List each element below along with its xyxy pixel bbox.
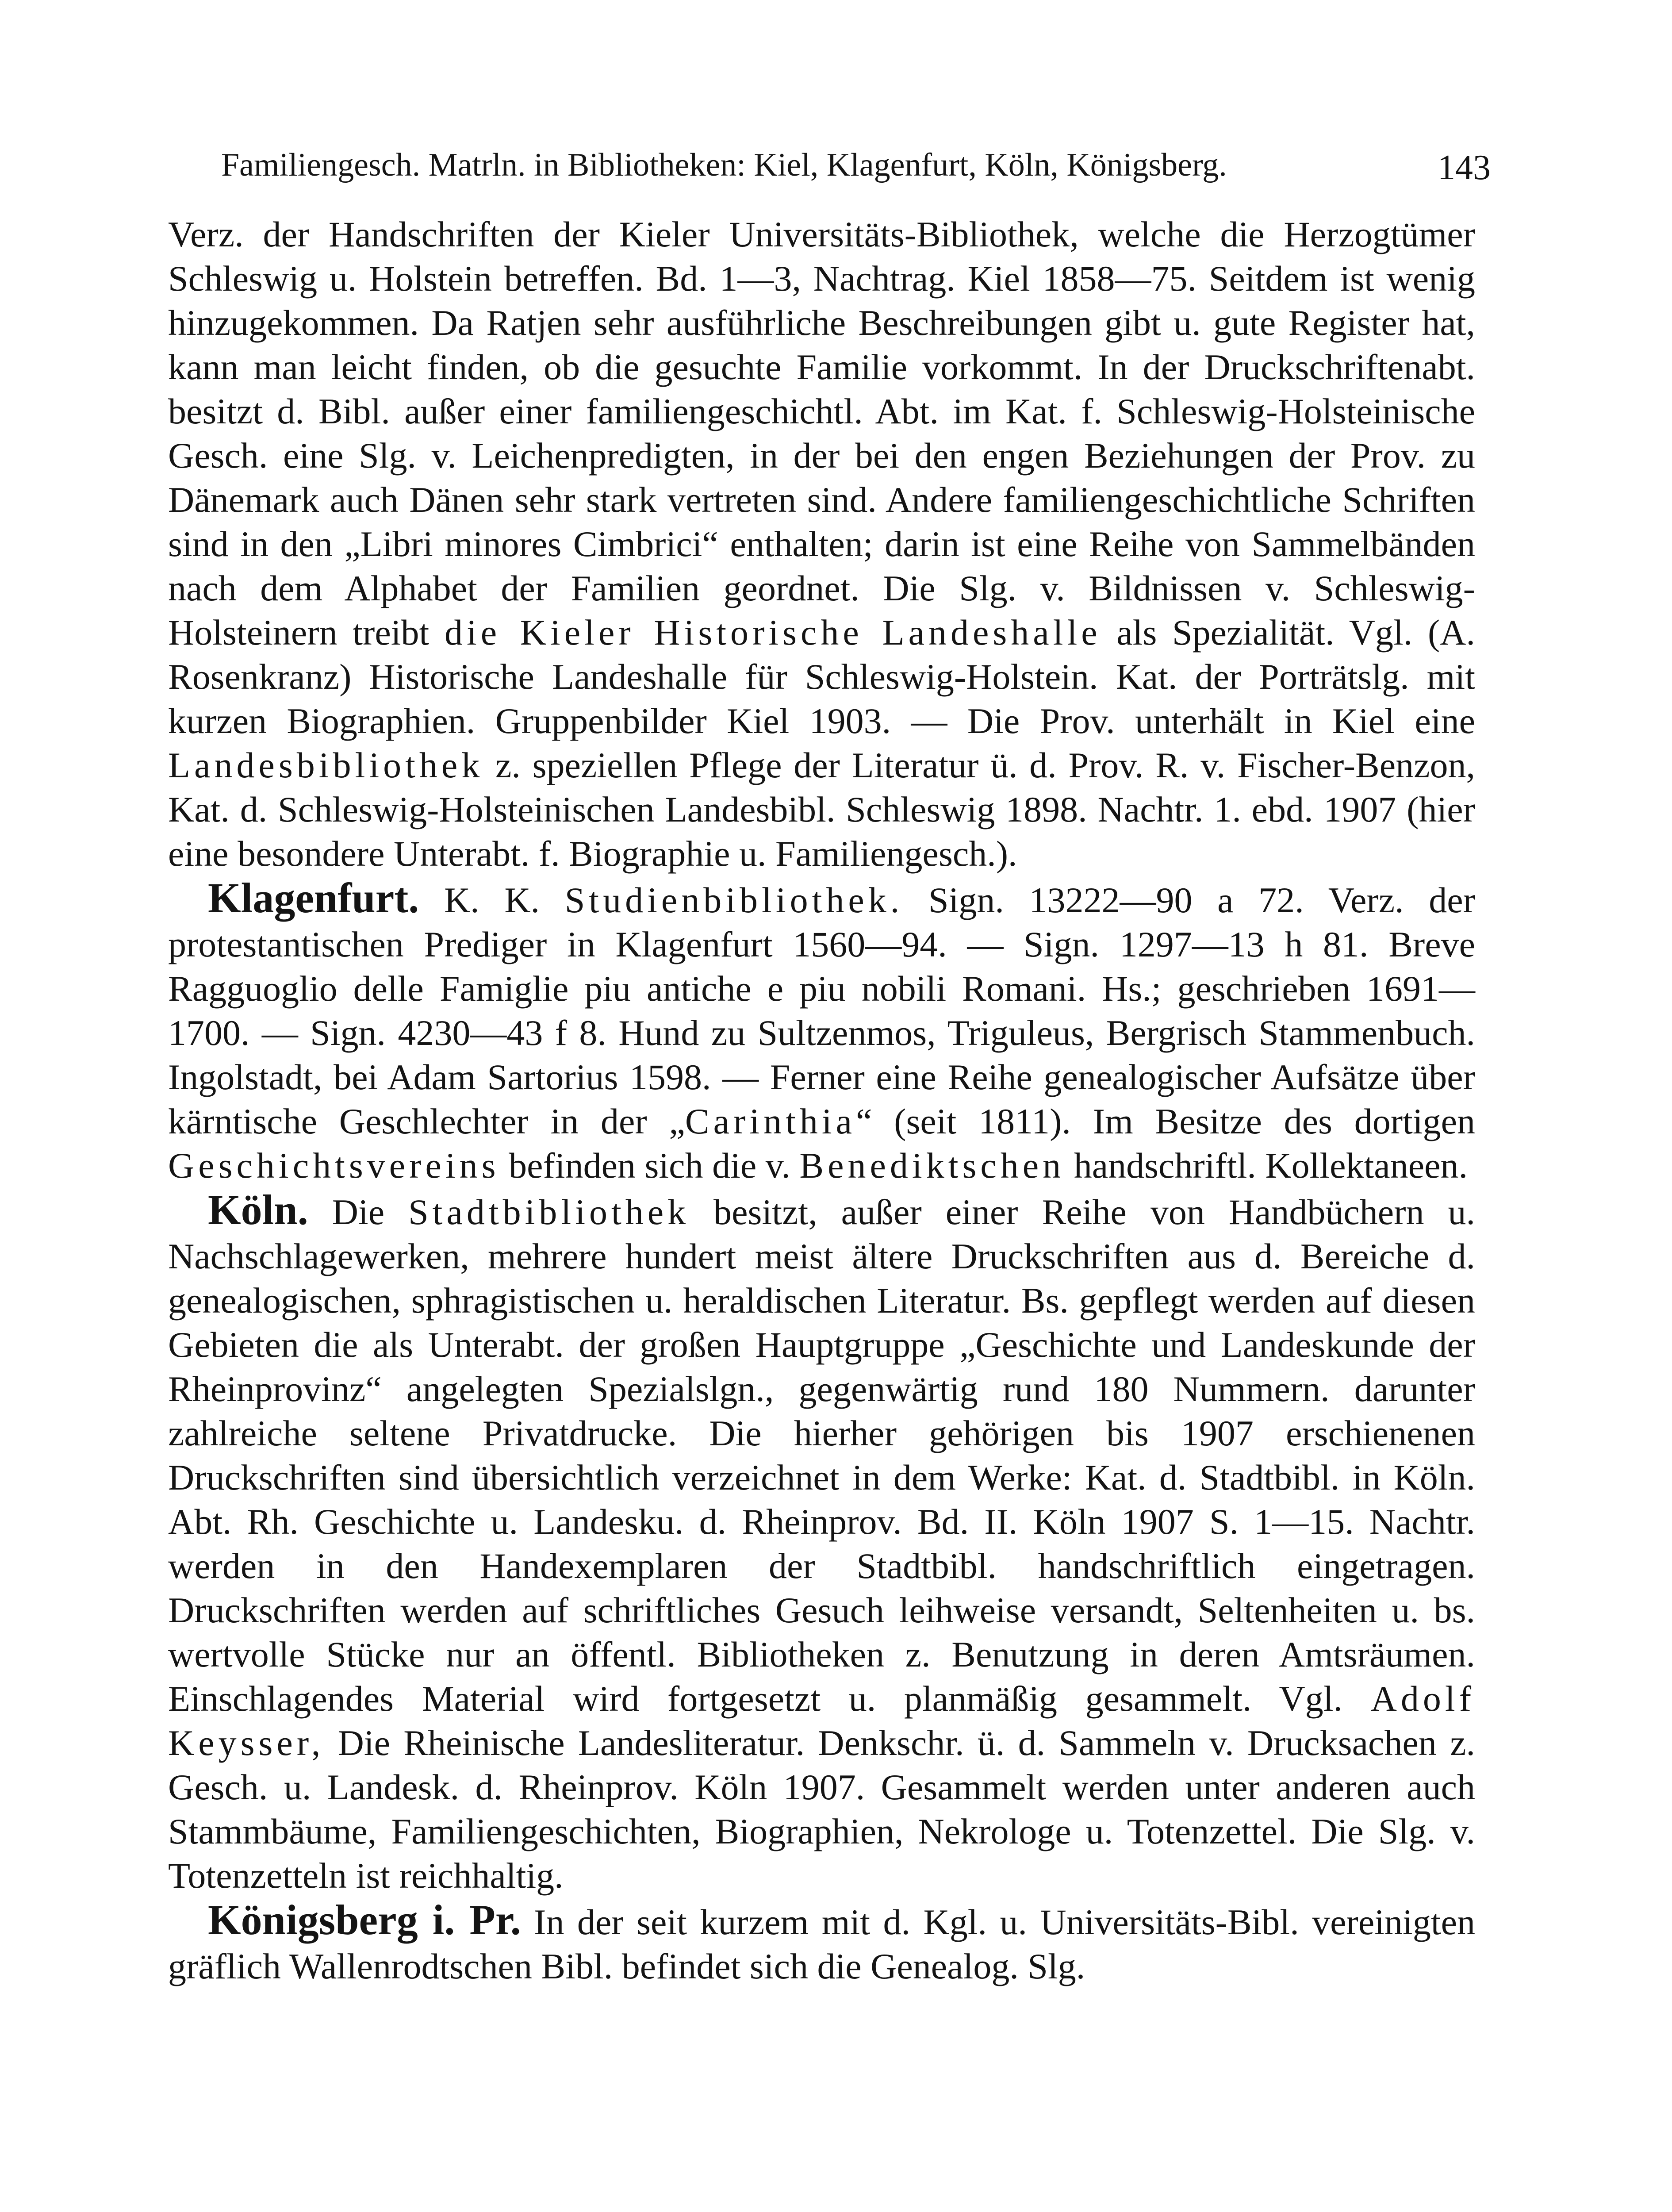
- koeln-text-1: Die: [308, 1192, 409, 1232]
- paragraph-klagenfurt: [168, 876, 1475, 1188]
- section-heading-koeln: Köln.: [208, 1186, 308, 1233]
- klagenfurt-text-3: “ (seit 1811). Im Besitze des dortigen: [856, 1101, 1476, 1141]
- body-text: [168, 212, 1475, 1989]
- klagenfurt-text-5: handschriftl. Kollektaneen.: [1065, 1145, 1468, 1186]
- klagenfurt-spaced-2: Carinthia: [685, 1101, 856, 1141]
- running-head: [221, 141, 1491, 189]
- koenigsberg-text-1: In der seit kurzem mit d. Kgl. u. Universitäts-Bibl. vereinigten gräflich Wallenrodtschen Bibl. befindet sich die Genealog. Slg.: [168, 1902, 1476, 1986]
- koeln-spaced-1: Stadtbibliothek: [408, 1192, 690, 1232]
- klagenfurt-text-4: befinden sich die v.: [499, 1145, 800, 1186]
- section-heading-koenigsberg: Königsberg i. Pr.: [208, 1896, 521, 1943]
- running-head-title: Familiengesch. Matrln. in Bibliotheken: Kiel, Klagenfurt, Köln, Königsberg.: [221, 147, 1227, 183]
- klagenfurt-text-1: K. K.: [419, 880, 565, 920]
- koeln-text-2: besitzt, außer einer Reihe von Handbüchern u. Nachschlagewerken, mehrere hundert meist ältere Druckschriften aus d. Bereiche d. genealogischen, sphragistischen u. heraldischen Literatur. Bs. gepflegt werden auf diesen Gebieten die als Unterabt. der großen Hauptgruppe „Geschichte und Landeskunde der Rheinprovinz“ angelegten Spezialslgn., gegenwärtig rund 180 Nummern. darunter zahlreiche seltene Privatdrucke. Die hierher gehörigen bis 1907 erschienenen Druckschriften sind übersichtlich verzeichnet in dem Werke: Kat. d. Stadtbibl. in Köln. Abt. Rh. Geschichte u. Landesku. d. Rheinprov. Bd. II. Köln 1907 S. 1—15. Nachtr. werden in den Handexemplaren der Stadtbibl. handschriftlich eingetragen. Druckschriften werden auf schriftliches Gesuch leihweise versandt, Seltenheiten u. bs. wertvolle Stücke nur an öffentl. Bibliotheken z. Benutzung in deren Amtsräumen. Einschlagendes Material wird fortgesetzt u. planmäßig gesammelt. Vgl.: [168, 1192, 1475, 1719]
- page-number: 143: [1438, 148, 1491, 187]
- kiel-text-1: Verz. der Handschriften der Kieler Universitäts-Bibliothek, welche die Herzogtümer Schleswig u. Holstein betreffen. Bd. 1—3, Nachtrag. Kiel 1858—75. Seitdem ist wenig hinzugekommen. Da Ratjen sehr ausführliche Beschreibungen gibt u. gute Register hat, kann man leicht finden, ob die gesuchte Familie vorkommt. In der Druckschriftenabt. besitzt d. Bibl. außer einer familiengeschichtl. Abt. im Kat. f. Schleswig-Holsteinische Gesch. eine Slg. v. Leichenpredigten, in der bei den engen Beziehungen der Prov. zu Dänemark auch Dänen sehr stark vertreten sind. Andere familiengeschichtliche Schriften sind in den „Libri minores Cimbrici“ enthalten; darin ist eine Reihe von Sammelbänden nach dem Alphabet der Familien geordnet. Die Slg. v. Bildnissen v. Schleswig-Holsteinern treibt: [168, 214, 1475, 653]
- koeln-spaced-2: Adolf Keysser,: [168, 1678, 1475, 1763]
- kiel-spaced-2: Landesbibliothek: [168, 745, 484, 785]
- paragraph-koenigsberg: [168, 1898, 1475, 1989]
- kiel-spaced-1: die Kieler Historische Landeshalle: [444, 612, 1101, 653]
- paragraph-kiel: [168, 212, 1475, 876]
- koeln-text-3: Die Rheinische Landesliteratur. Denkschr. ü. d. Sammeln v. Drucksachen z. Gesch. u. Landesk. d. Rheinprov. Köln 1907. Gesammelt werden unter anderen auch Stammbäume, Familiengeschichten, Biographien, Nekrologe u. Totenzettel. Die Slg. v. Totenzetteln ist reichhaltig.: [168, 1723, 1475, 1896]
- klagenfurt-text-2: Sign. 13222—90 a 72. Verz. der protestantischen Prediger in Klagenfurt 1560—94. — Sign. 1297—13 h 81. Breve Ragguoglio delle Famiglie piu antiche e piu nobili Romani. Hs.; geschrieben 1691—1700. — Sign. 4230—43 f 8. Hund zu Sultzenmos, Triguleus, Bergrisch Stammenbuch. Ingolstadt, bei Adam Sartorius 1598. — Ferner eine Reihe genealogischer Aufsätze über kärntische Geschlechter in der „: [168, 880, 1475, 1141]
- kiel-text-3: z. speziellen Pflege der Literatur ü. d. Prov. R. v. Fischer-Benzon, Kat. d. Schleswig-Holsteinischen Landesbibl. Schleswig 1898. Nachtr. 1. ebd. 1907 (hier eine besondere Unterabt. f. Biographie u. Familiengesch.).: [168, 745, 1475, 874]
- klagenfurt-spaced-1: Studienbibliothek.: [564, 880, 904, 920]
- section-heading-klagenfurt: Klagenfurt.: [208, 874, 419, 922]
- kiel-text-2: als Spezialität. Vgl. (A. Rosenkranz) Historische Landeshalle für Schleswig-Holstein. Kat. der Porträtslg. mit kurzen Biographien. Gruppenbilder Kiel 1903. — Die Prov. unterhält in Kiel eine: [168, 612, 1475, 741]
- paragraph-koeln: [168, 1188, 1475, 1898]
- klagenfurt-spaced-4: Benediktschen: [799, 1145, 1065, 1186]
- klagenfurt-spaced-3: Geschichtsvereins: [168, 1145, 500, 1186]
